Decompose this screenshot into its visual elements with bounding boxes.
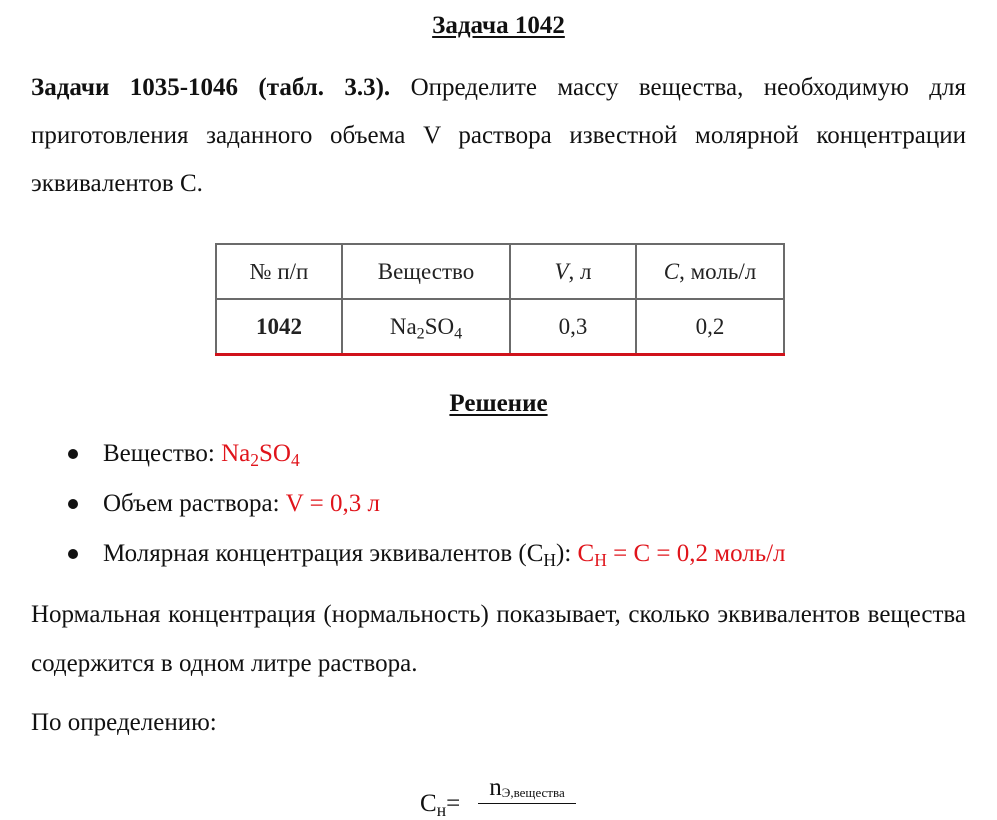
list-item bbox=[0, 432, 997, 482]
table-row bbox=[216, 299, 784, 355]
problem-statement bbox=[31, 64, 966, 208]
formula-part: SO bbox=[424, 313, 455, 339]
header-volume-symbol: V bbox=[554, 258, 569, 284]
normality-explanation: Нормальная концентрация (нормальность) показывает, сколько эквивалентов вещества содержится в одном литре раствора. bbox=[31, 601, 966, 677]
formula-part: C bbox=[420, 790, 437, 817]
list-item-label: Молярная концентрация эквивалентов (С bbox=[103, 540, 544, 567]
header-substance: Вещество bbox=[342, 244, 510, 299]
list-item-value bbox=[221, 440, 300, 470]
header-concentration-unit: , моль/л bbox=[679, 258, 757, 284]
formula-numerator bbox=[489, 774, 564, 801]
formula-subscript: 4 bbox=[290, 449, 300, 470]
formula-lhs bbox=[420, 790, 460, 818]
header-number: № п/п bbox=[216, 244, 342, 299]
formula-fraction bbox=[478, 774, 576, 804]
formula-part: С bbox=[577, 540, 595, 567]
cell-concentration: 0,2 bbox=[636, 299, 784, 355]
formula-part: = С = 0,2 моль/л bbox=[606, 540, 786, 567]
formula-part: Na bbox=[221, 440, 251, 467]
definition-lead: По определению: bbox=[31, 709, 217, 736]
formula-subscript: Н bbox=[594, 549, 607, 570]
list-item-label: Вещество: bbox=[103, 440, 222, 467]
formula-subscript: 4 bbox=[454, 325, 463, 342]
bullet-icon bbox=[68, 499, 78, 509]
normality-formula bbox=[420, 774, 620, 820]
list-item bbox=[0, 482, 997, 532]
list-item-value: V = 0,3 л bbox=[285, 490, 380, 517]
table-header-row bbox=[216, 244, 784, 299]
cell-volume: 0,3 bbox=[510, 299, 636, 355]
list-item-value bbox=[577, 540, 786, 570]
solution-heading: Решение bbox=[449, 390, 548, 417]
problem-range-label: Задачи 1035-1046 (табл. 3.3). bbox=[31, 74, 391, 101]
list-item-label: ): bbox=[556, 540, 578, 567]
list-item bbox=[0, 532, 997, 582]
formula-part: Na bbox=[389, 313, 417, 339]
problem-title: Задача 1042 bbox=[432, 12, 565, 39]
label-subscript: Н bbox=[543, 549, 557, 570]
formula-subscript: 2 bbox=[416, 325, 425, 342]
bullet-icon bbox=[68, 449, 78, 459]
problem-statement-text: Определите массу вещества, необходимую для приготовления заданного объема V раствора известной молярной концентрации эквивалентов С. bbox=[31, 74, 966, 197]
header-concentration-symbol: C bbox=[663, 258, 680, 284]
formula-part: SO bbox=[259, 440, 291, 467]
given-list bbox=[0, 432, 997, 582]
formula-subscript: 2 bbox=[250, 449, 259, 470]
cell-number: 1042 bbox=[216, 299, 342, 355]
bullet-icon bbox=[68, 549, 78, 559]
formula-equals: = bbox=[446, 790, 461, 817]
header-volume bbox=[510, 244, 636, 299]
header-concentration bbox=[636, 244, 784, 299]
given-data-table bbox=[215, 243, 785, 356]
header-volume-unit: , л bbox=[568, 258, 592, 284]
formula-subscript: н bbox=[436, 799, 447, 820]
formula-part: n bbox=[489, 774, 502, 801]
list-item-label: Объем раствора: bbox=[103, 490, 286, 517]
formula-subscript: Э,вещества bbox=[501, 784, 565, 800]
cell-substance bbox=[342, 299, 510, 355]
